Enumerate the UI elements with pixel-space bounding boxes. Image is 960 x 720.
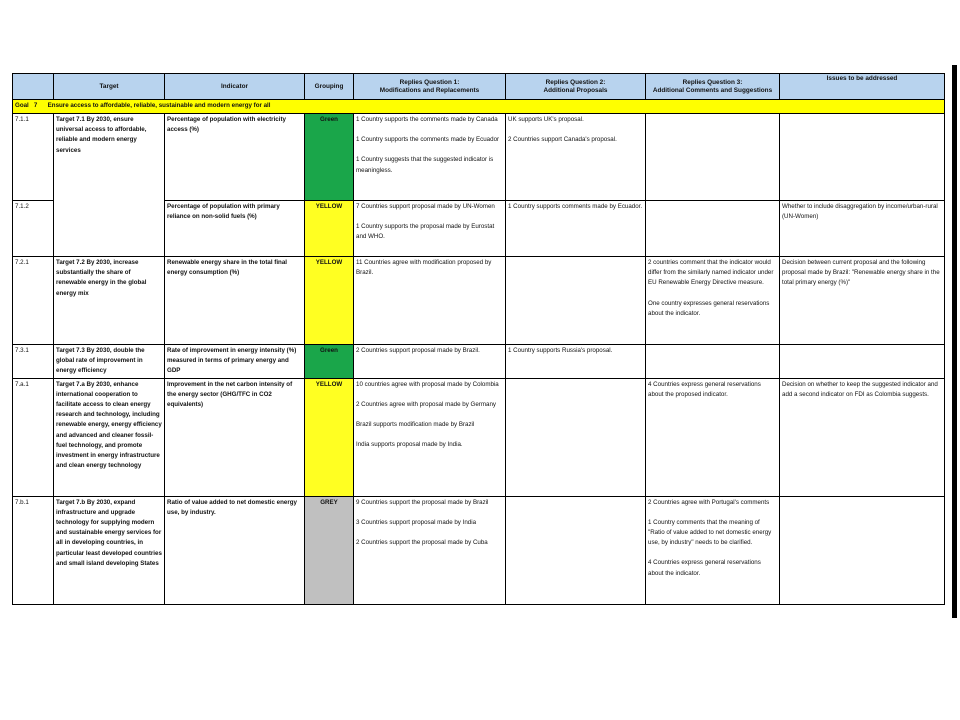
q1-reply: 2 Countries support the proposal made by Cuba: [356, 539, 488, 547]
target-cell: Target 7.3 By 2030, double the global rate of improvement in energy efficiency: [54, 345, 165, 379]
table-row: [13, 345, 945, 379]
q2-cell: [506, 114, 646, 201]
q2-cell: [506, 257, 646, 345]
q3-reply: 2 countries comment that the indicator would differ from the similarly named indicator under EU Renewable Energy Directive measure.: [648, 259, 774, 287]
indicator-cell: Percentage of population with electricity access (%): [165, 114, 305, 201]
grouping-badge: GREY: [305, 496, 354, 604]
indicator-cell: Ratio of value added to net domestic energy use, by industry.: [165, 496, 305, 604]
header-code: [13, 74, 54, 100]
indicator-code: 7.1.2: [13, 201, 54, 257]
slide-edge-bar: [952, 65, 957, 618]
table-row: [13, 114, 945, 201]
target-cell: Target 7.a By 2030, enhance international cooperation to facilitate access to clean energy research and technology, including renewable energy, energy efficiency and advanced and cleaner fossil-fuel technology, and promote investment in energy infrastructure and clean energy technology: [54, 378, 165, 496]
indicator-code: 7.a.1: [13, 378, 54, 496]
q2-reply: 1 Country supports comments made by Ecuador.: [508, 203, 643, 210]
header-issues: Issues to be addressed: [780, 74, 945, 100]
issues-cell: [780, 201, 945, 257]
q1-cell: [354, 201, 506, 257]
header-grouping: Grouping: [305, 74, 354, 100]
grouping-badge: YELLOW: [305, 378, 354, 496]
q1-cell: [354, 496, 506, 604]
q1-reply: 2 Countries support proposal made by Brazil.: [356, 347, 480, 354]
q3-cell: [646, 345, 780, 379]
q2-cell: [506, 201, 646, 257]
indicator-cell: Improvement in the net carbon intensity of the energy sector (GHG/TFC in CO2 equivalents): [165, 378, 305, 496]
q3-reply: 4 Countries express general reservations about the indicator.: [648, 559, 761, 577]
goal-title: Goal 7 Ensure access to affordable, reliable, sustainable and modern energy for all: [13, 100, 945, 114]
header-q1-line2: Modifications and Replacements: [379, 86, 480, 94]
indicator-cell: Percentage of population with primary reliance on non-solid fuels (%): [165, 201, 305, 257]
q3-reply: 4 Countries express general reservations about the proposed indicator.: [648, 380, 761, 398]
q2-reply: 2 Countries support Canada's proposal.: [508, 136, 617, 144]
target-cell: Target 7.1 By 2030, ensure universal access to affordable, reliable and modern energy services: [54, 114, 165, 257]
q1-reply: 1 Country supports the comments made by Ecuador: [356, 136, 500, 144]
indicator-code: 7.1.1: [13, 114, 54, 201]
q1-cell: [354, 378, 506, 496]
q1-reply: 9 Countries support the proposal made by Brazil: [356, 498, 489, 506]
indicator-cell: Rate of improvement in energy intensity (%) measured in terms of primary energy and GDP: [165, 345, 305, 379]
header-q3: [646, 74, 780, 100]
q1-cell: [354, 114, 506, 201]
q1-reply: 11 Countries agree with modification proposed by Brazil.: [356, 259, 492, 277]
issues-cell: [780, 114, 945, 201]
q1-reply: 1 Country suggests that the suggested indicator is meaningless.: [356, 156, 494, 174]
table-row: [13, 257, 945, 345]
q1-reply: 2 Countries agree with proposal made by Germany: [356, 400, 496, 408]
header-q3-line2: Additional Comments and Suggestions: [652, 86, 773, 94]
header-q2: [506, 74, 646, 100]
q2-cell: [506, 378, 646, 496]
issue-note: Decision on whether to keep the suggested indicator and add a second indicator on FDI as Colombia suggests.: [782, 380, 938, 398]
header-target: Target: [54, 74, 165, 100]
table-row: [13, 496, 945, 604]
q1-reply: 7 Countries support proposal made by UN-Women: [356, 203, 495, 210]
issues-cell: [780, 378, 945, 496]
q1-reply: 1 Country supports the comments made by Canada: [356, 116, 498, 123]
target-cell: Target 7.b By 2030, expand infrastructure and upgrade technology for supplying modern and sustainable energy services for all in developing countries, in particular least developed countries and small island developing States: [54, 496, 165, 604]
header-row: [13, 74, 945, 100]
indicator-replies-table: [12, 73, 945, 605]
q3-reply: One country expresses general reservations about the indicator.: [648, 299, 770, 317]
q1-reply: 1 Country supports the proposal made by Eurostat and WHO.: [356, 223, 495, 241]
goal-row: [13, 100, 945, 114]
issues-cell: [780, 257, 945, 345]
indicator-code: 7.b.1: [13, 496, 54, 604]
grouping-badge: Green: [305, 114, 354, 201]
header-q1-line1: Replies Question 1:: [399, 78, 460, 86]
issue-note: Whether to include disaggregation by income/urban-rural (UN-Women): [782, 203, 938, 221]
grouping-badge: YELLOW: [305, 201, 354, 257]
q2-reply: 1 Country supports Russia's proposal.: [508, 347, 613, 354]
header-q1: [354, 74, 506, 100]
header-q2-line2: Additional Proposals: [543, 86, 608, 94]
target-cell: Target 7.2 By 2030, increase substantially the share of renewable energy in the global energy mix: [54, 257, 165, 345]
q3-cell: [646, 378, 780, 496]
header-q3-line1: Replies Question 3:: [682, 78, 743, 86]
grouping-badge: YELLOW: [305, 257, 354, 345]
q1-cell: [354, 345, 506, 379]
header-q2-line1: Replies Question 2:: [545, 78, 606, 86]
q1-reply: 3 Countries support proposal made by India: [356, 518, 477, 526]
q3-cell: [646, 496, 780, 604]
q3-reply: 1 Country comments that the meaning of "Ratio of value added to net domestic energy use, by industry" needs to be clarified.: [648, 518, 772, 547]
q3-cell: [646, 114, 780, 201]
q1-cell: [354, 257, 506, 345]
q3-cell: [646, 201, 780, 257]
q3-cell: [646, 257, 780, 345]
issues-cell: [780, 496, 945, 604]
indicator-code: 7.2.1: [13, 257, 54, 345]
issue-note: Decision between current proposal and the following proposal made by Brazil: "Renewable energy share in the total primary energy (%)": [782, 259, 940, 287]
indicator-code: 7.3.1: [13, 345, 54, 379]
q2-cell: [506, 345, 646, 379]
indicator-cell: Renewable energy share in the total final energy consumption (%): [165, 257, 305, 345]
table-row: [13, 378, 945, 496]
q3-reply: 2 Countries agree with Portugal's comments: [648, 498, 770, 506]
grouping-badge: Green: [305, 345, 354, 379]
issues-cell: [780, 345, 945, 379]
q1-reply: 10 countries agree with proposal made by Colombia: [356, 380, 499, 388]
header-indicator: Indicator: [165, 74, 305, 100]
q1-reply: India supports proposal made by India.: [356, 441, 463, 449]
q2-reply: UK supports UK's proposal.: [508, 116, 584, 123]
q2-cell: [506, 496, 646, 604]
q1-reply: Brazil supports modification made by Brazil: [356, 421, 475, 429]
